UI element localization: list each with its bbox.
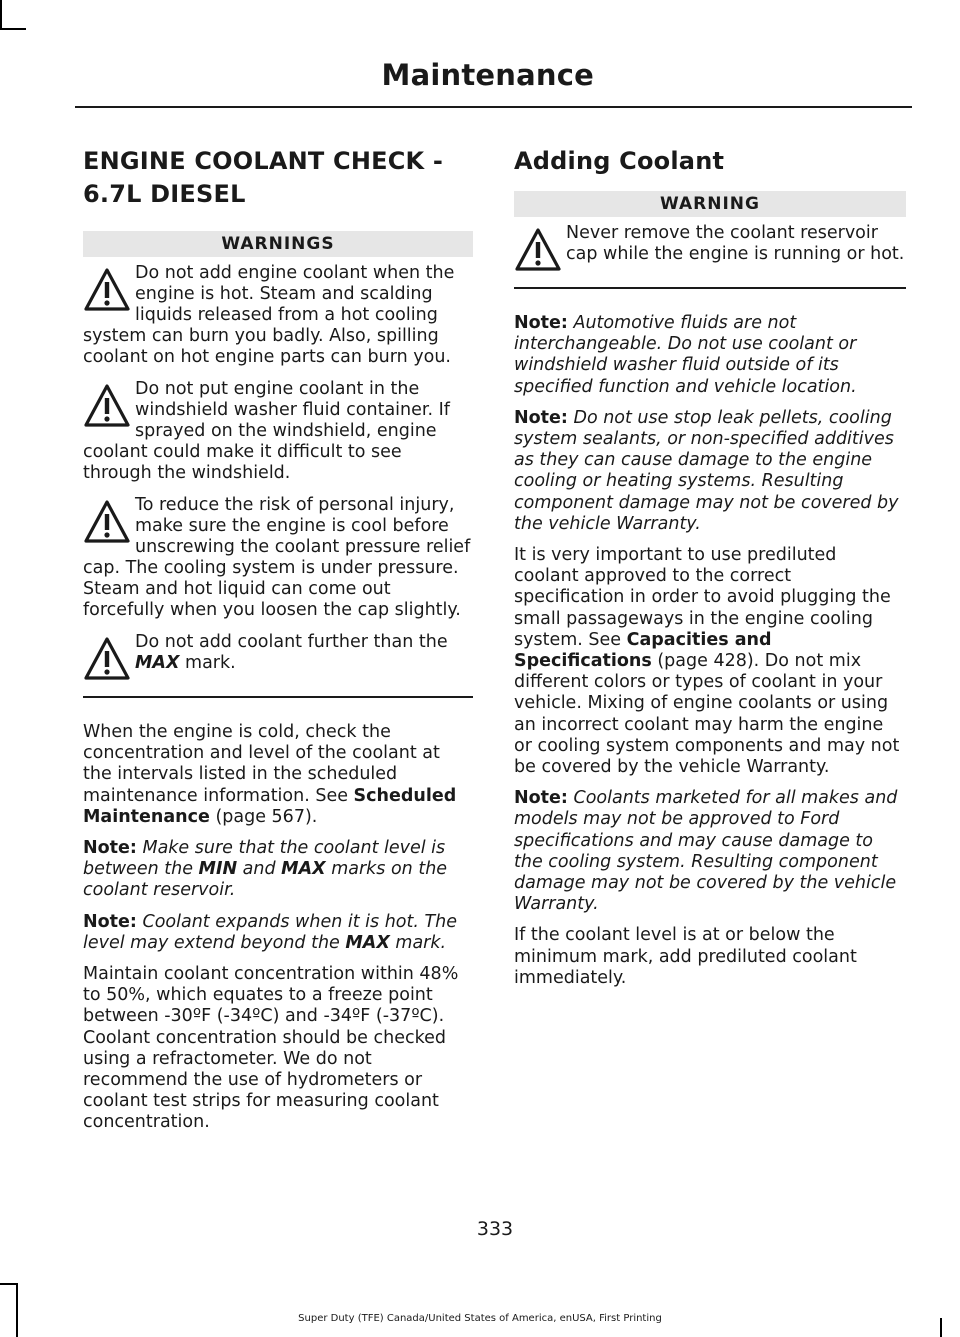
body-paragraph: Maintain coolant concentration within 48% to 50%, which equates to a freeze point between -30ºF (-34ºC) and -34ºF (-37ºC). Coolant concentration should be checked using a refractometer. We do not recommend the use of hydrometers or coolant test strips for measuring coolant concentration. [83, 964, 459, 1133]
crop-mark [16, 1283, 18, 1337]
crop-mark [0, 28, 26, 30]
max-mark-label: MAX [281, 859, 326, 880]
link-scheduled-maintenance[interactable]: Scheduled Maintenance [83, 785, 457, 827]
warning-text: To reduce the risk of personal injury, make sure the engine is cool before unscrewing the coolant pressure relief cap. The cooling system is under pressure. Steam and hot liquid can come out forcefully when you loosen the cap slightly. [83, 495, 471, 620]
footer-text: Super Duty (TFE) Canada/United States of America, enUSA, First Printing [298, 1313, 662, 1324]
warning-text: mark. [179, 653, 236, 673]
note-label: Note: [83, 838, 137, 859]
note-text: Automotive fluids are not interchangeable. Do not use coolant or windshield washer fluid outside of its specified function and vehicle location. [514, 313, 857, 397]
note-text: mark. [389, 932, 447, 953]
note-paragraph [83, 838, 473, 902]
section-title-line1: ENGINE COOLANT CHECK - [83, 147, 444, 175]
note-label: Note: [514, 313, 568, 333]
note-paragraph [514, 313, 906, 398]
warning-text: Do not add coolant further than the [135, 632, 448, 652]
section-title-engine-coolant [83, 145, 473, 211]
note-text: Coolants marketed for all makes and models may not be approved to Ford specifications and may cause damage to the cooling system. Resulting component damage may not be covered by the vehicle Warranty. [514, 788, 898, 915]
page-number: 333 [476, 1218, 514, 1240]
note-paragraph [83, 912, 473, 954]
section-title-adding-coolant: Adding Coolant [514, 147, 725, 175]
note-text: marks on the coolant reservoir. [83, 859, 448, 901]
link-capacities-specifications[interactable]: Capacities and Specifications [514, 629, 772, 672]
crop-mark [0, 1283, 16, 1285]
note-text: Make sure that the coolant level is between the [83, 838, 446, 880]
warning-item [83, 632, 473, 684]
warning-item [83, 495, 473, 621]
note-text: and [237, 859, 282, 880]
warning-item [83, 379, 473, 484]
warning-end-rule [514, 287, 906, 289]
right-column [514, 145, 906, 999]
body-text: (page 567). [209, 806, 318, 827]
body-paragraph [83, 722, 473, 828]
warning-heading: WARNING [514, 191, 906, 217]
warning-item [83, 263, 473, 368]
warning-triangle-icon [514, 227, 562, 273]
warnings-end-rule [83, 696, 473, 698]
warnings-heading: WARNINGS [83, 231, 473, 257]
body-paragraph [514, 545, 906, 778]
body-text: When the engine is cold, check the concentration and level of the coolant at the intervals listed in the scheduled maintenance information. See [83, 722, 440, 806]
note-text: Do not use stop leak pellets, cooling system sealants, or non-specified additives as they can cause damage to the engine cooling or heating systems. Resulting component damage may not be covered by the vehicle Warranty. [514, 407, 899, 534]
header-rule [75, 106, 912, 108]
warning-triangle-icon [83, 267, 131, 313]
section-title-line2: 6.7L DIESEL [83, 180, 246, 208]
body-text: (page 428). Do not mix different colors or types of coolant in your vehicle. Mixing of engine coolants or using an incorrect coolant may harm the engine or cooling system components and may not be covered by the vehicle Warranty. [514, 651, 900, 778]
max-mark-label: MAX [345, 932, 390, 953]
max-mark-label: MAX [135, 653, 180, 673]
note-paragraph [514, 788, 906, 915]
warning-text: Never remove the coolant reservoir cap while the engine is running or hot. [566, 223, 905, 264]
warning-triangle-icon [83, 499, 131, 545]
note-label: Note: [514, 407, 568, 428]
body-paragraph: If the coolant level is at or below the minimum mark, add prediluted coolant immediately. [514, 925, 857, 988]
warning-triangle-icon [83, 383, 131, 429]
warning-triangle-icon [83, 636, 131, 682]
note-label: Note: [514, 788, 568, 809]
page-header-title: Maintenance [381, 58, 594, 92]
crop-mark [0, 0, 2, 30]
warning-text: Do not put engine coolant in the windshield washer fluid container. If sprayed on the windshield, engine coolant could make it difficult to see through the windshield. [83, 379, 450, 483]
note-label: Note: [83, 911, 137, 932]
body-text: It is very important to use prediluted coolant approved to the correct specification in order to avoid plugging the small passageways in the engine cooling system. See [514, 545, 891, 650]
warning-item [514, 223, 906, 275]
note-paragraph [514, 408, 906, 535]
note-text: Coolant expands when it is hot. The level may extend beyond the [83, 911, 458, 953]
left-column [83, 145, 473, 1144]
min-mark-label: MIN [198, 859, 238, 880]
warning-text: Do not add engine coolant when the engine is hot. Steam and scalding liquids released from a hot cooling system can burn you badly. Also, spilling coolant on hot engine parts can burn you. [83, 263, 455, 367]
